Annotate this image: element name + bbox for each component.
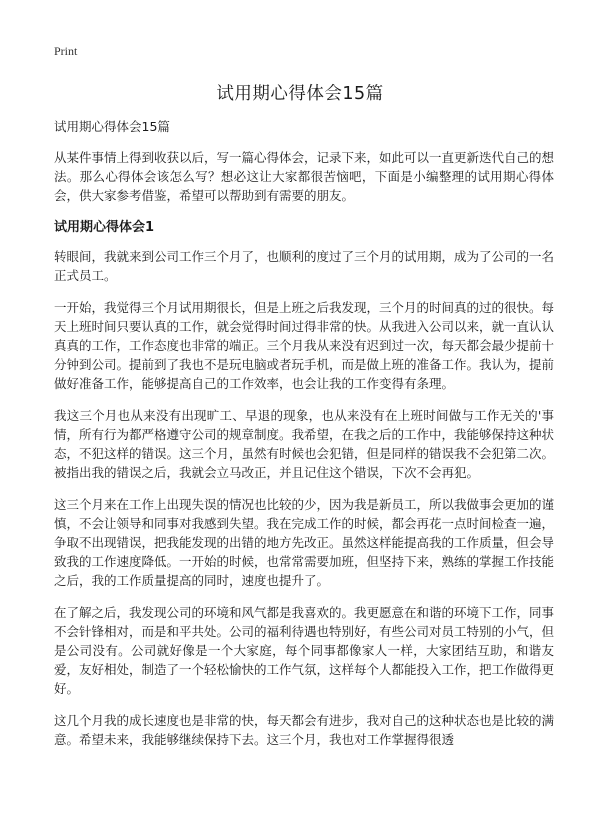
body-paragraph: 一开始，我觉得三个月试用期很长，但是上班之后我发现，三个月的时间真的过的很快。每天上班时间只要认真的工作，就会觉得时间过得非常的快。从我进入公司以来，就一直认认真真的工作，工作态度也非常的端正。三个月我从来没有迟到过一次，每天都会最少提前十分钟到公司。提前到了我也不是玩电脑或者玩手机，而是做上班的准备工作。我认为，提前做好准备工作，能够提高自己的工作效率，也会让我的工作变得有条理。 bbox=[54, 300, 555, 391]
page-title: 试用期心得体会15篇 bbox=[216, 84, 384, 104]
body-paragraph: 转眼间，我就来到公司工作三个月了，也顺利的度过了三个月的试用期，成为了公司的一名正式员工。 bbox=[54, 249, 555, 283]
body-paragraph: 我这三个月也从来没有出现旷工、早退的现象，也从来没有在上班时间做与工作无关的'事情，所有行为都严格遵守公司的规章制度。我希望，在我之后的工作中，我能够保持这种状态，不犯这样的错误。这三个月，虽然有时候也会犯错，但是同样的错误我不会犯第二次。被指出我的错误之后，我就会立马改正，并且记住这个错误，下次不会再犯。 bbox=[54, 408, 555, 480]
section-heading: 试用期心得体会1 bbox=[54, 220, 155, 235]
intro-paragraph: 从某件事情上得到收获以后，写一篇心得体会，记录下来，如此可以一直更新迭代自己的想法。那么心得体会该怎么写？想必这让大家都很苦恼吧，下面是小编整理的试用期心得体会，供大家参考借鉴，希望可以帮助到有需要的朋友。 bbox=[54, 150, 555, 203]
body-paragraph: 这三个月来在工作上出现失误的情况也比较的少，因为我是新员工，所以我做事会更加的谨慎，不会让领导和同事对我感到失望。我在完成工作的时候，都会再花一点时间检查一遍，争取不出现错误，把我能发现的出错的地方先改正。虽然这样能提高我的工作质量，但会导致我的工作速度降低。一开始的时候，也常常需要加班，但坚持下来，熟练的掌握工作技能之后，我的工作质量提高的同时，速度也提升了。 bbox=[54, 497, 555, 588]
body-paragraph: 这几个月我的成长速度也是非常的快，每天都会有进步，我对自己的这种状态也是比较的满意。希望未来，我能够继续保持下去。这三个月，我也对工作掌握得很透 bbox=[54, 713, 555, 747]
article-subtitle: 试用期心得体会15篇 bbox=[54, 119, 170, 134]
article-body bbox=[54, 117, 554, 762]
print-link[interactable]: Print bbox=[54, 44, 78, 58]
body-paragraph: 在了解之后，我发现公司的环境和风气都是我喜欢的。我更愿意在和谐的环境下工作，同事不会针锋相对，而是和平共处。公司的福利待遇也特别好，有些公司对员工特别的小气，但是公司没有。公司就好像是一个大家庭，每个同事都像家人一样，大家团结互助，和谐友爱，友好相处，制造了一个轻松愉快的工作气氛，这样每个人都能投入工作，把工作做得更好。 bbox=[54, 605, 555, 696]
